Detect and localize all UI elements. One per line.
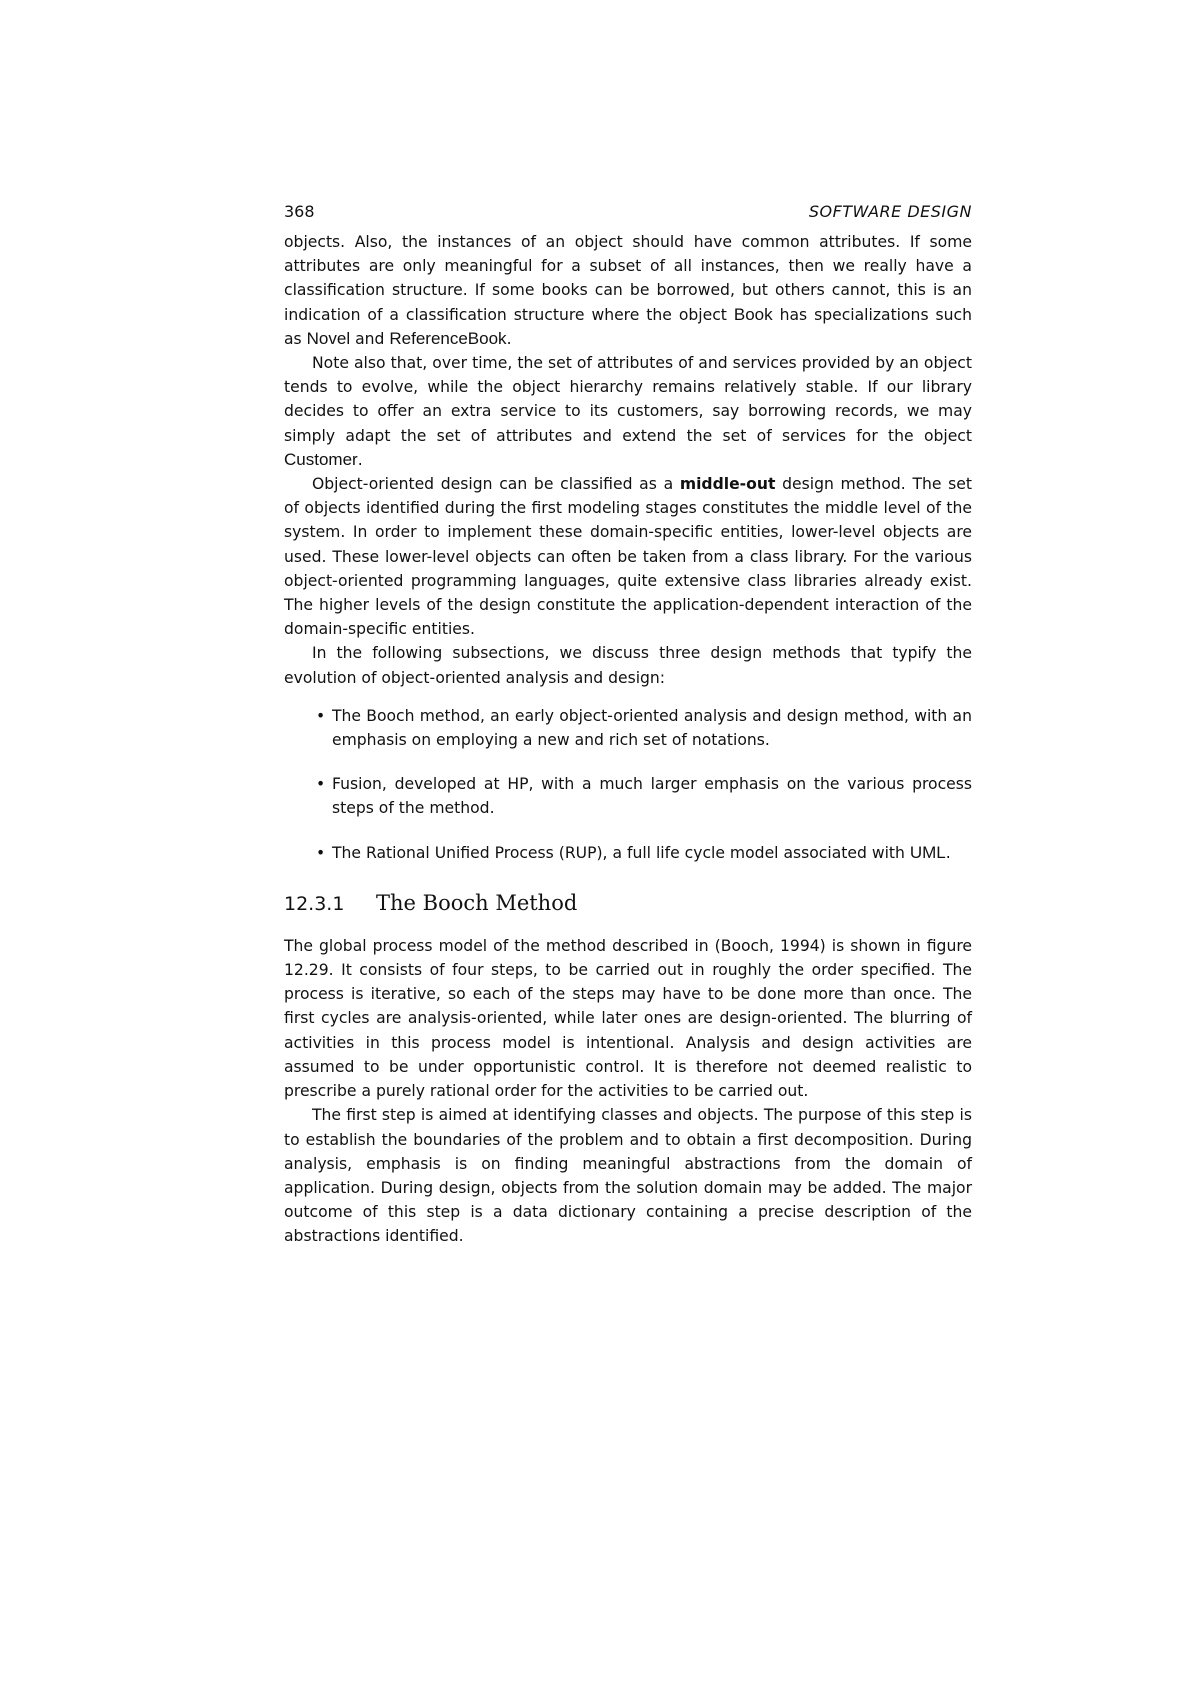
text-run: Note also that, over time, the set of attributes of and services provided by an object tends to evolve, while the object hierarchy remains relatively stable. If our library decides to offer an extra service to its customers, say borrowing records, we may simply adapt the set of attributes and extend the set of services for the object bbox=[284, 354, 972, 445]
text-run: objects. Also, the instances of an object should have common attributes. If some attributes are only meaningful for a subset of all instances, then we really have a classification structure. If some books can be borrowed, but others cannot, this is an indication of a classification structure where the object bbox=[284, 233, 972, 324]
text-run: The Rational Unified Process (RUP), a full life cycle model associated with bbox=[332, 843, 910, 862]
section-heading bbox=[284, 889, 972, 918]
page-number: 368 bbox=[284, 202, 315, 221]
text-run: and bbox=[350, 329, 390, 348]
running-title: SOFTWARE DESIGN bbox=[808, 202, 972, 221]
paragraph-middle-out bbox=[284, 472, 972, 641]
code-term-referencebook: ReferenceBook bbox=[389, 328, 507, 348]
section-title: The Booch Method bbox=[376, 890, 578, 915]
paragraph-first-step: The first step is aimed at identifying classes and objects. The purpose of this step is to establish the boundaries of the problem and to obtain a first decomposition. During analysis, emphasis is on finding meaningful abstractions from the domain of application. During design, objects from the solution domain may be added. The major outcome of this step is a data dictionary containing a precise description of the abstractions identified. bbox=[284, 1106, 972, 1246]
code-term-customer: Customer bbox=[284, 449, 358, 469]
paragraph-evolution bbox=[284, 351, 972, 472]
list-item-booch bbox=[284, 704, 972, 752]
list-item-text bbox=[332, 844, 951, 862]
text-run: Object-oriented design can be classified as a bbox=[312, 475, 680, 494]
paragraph-classification bbox=[284, 230, 972, 351]
book-page bbox=[284, 200, 972, 1249]
code-term-novel: Novel bbox=[306, 328, 351, 348]
running-head bbox=[284, 200, 972, 224]
list-item-rup bbox=[284, 841, 972, 865]
text-run: . bbox=[357, 450, 363, 469]
bold-term-middle-out: middle-out bbox=[679, 475, 776, 494]
body-text bbox=[284, 230, 972, 1249]
bullet-icon: • bbox=[316, 775, 326, 794]
list-item-text: The Booch method, an early object-oriented analysis and design method, with an emphasis on employing a new and rich set of notations. bbox=[332, 706, 972, 750]
text-run: . bbox=[945, 843, 951, 862]
section-number: 12.3.1 bbox=[284, 892, 345, 915]
list-item-fusion bbox=[284, 772, 972, 820]
text-run: design method. The set of objects identified during the first modeling stages constitutes the middle level of the system. In order to implement these domain-specific entities, lower-level objects are used. These lower-level objects can often be taken from a class library. For the various object-oriented programming languages, quite extensive class libraries already exist. The higher levels of the design constitute the application-dependent interaction of the domain-specific entities. bbox=[284, 475, 972, 639]
text-run: has specializations such as bbox=[284, 305, 972, 348]
list-item-text: Fusion, developed at HP, with a much larger emphasis on the various process steps of the method. bbox=[332, 775, 972, 818]
bullet-icon: • bbox=[316, 843, 326, 862]
text-run: . bbox=[506, 329, 512, 348]
paragraph-subsections-intro: In the following subsections, we discuss three design methods that typify the evolution of object-oriented analysis and design: bbox=[284, 644, 972, 687]
bullet-icon: • bbox=[316, 706, 326, 725]
code-term-uml: UML bbox=[909, 842, 946, 862]
methods-list bbox=[284, 704, 972, 865]
paragraph-booch-process: The global process model of the method described in (Booch, 1994) is shown in figure 12.29. It consists of four steps, to be carried out in roughly the order specified. The process is iterative, so each of the steps may have to be done more than once. The first cycles are analysis-oriented, while later ones are design-oriented. The blurring of activities in this process model is intentional. Analysis and design activities are assumed to be under opportunistic control. It is therefore not deemed realistic to prescribe a purely rational order for the activities to be carried out. bbox=[284, 936, 972, 1101]
code-term-book: Book bbox=[733, 304, 773, 324]
